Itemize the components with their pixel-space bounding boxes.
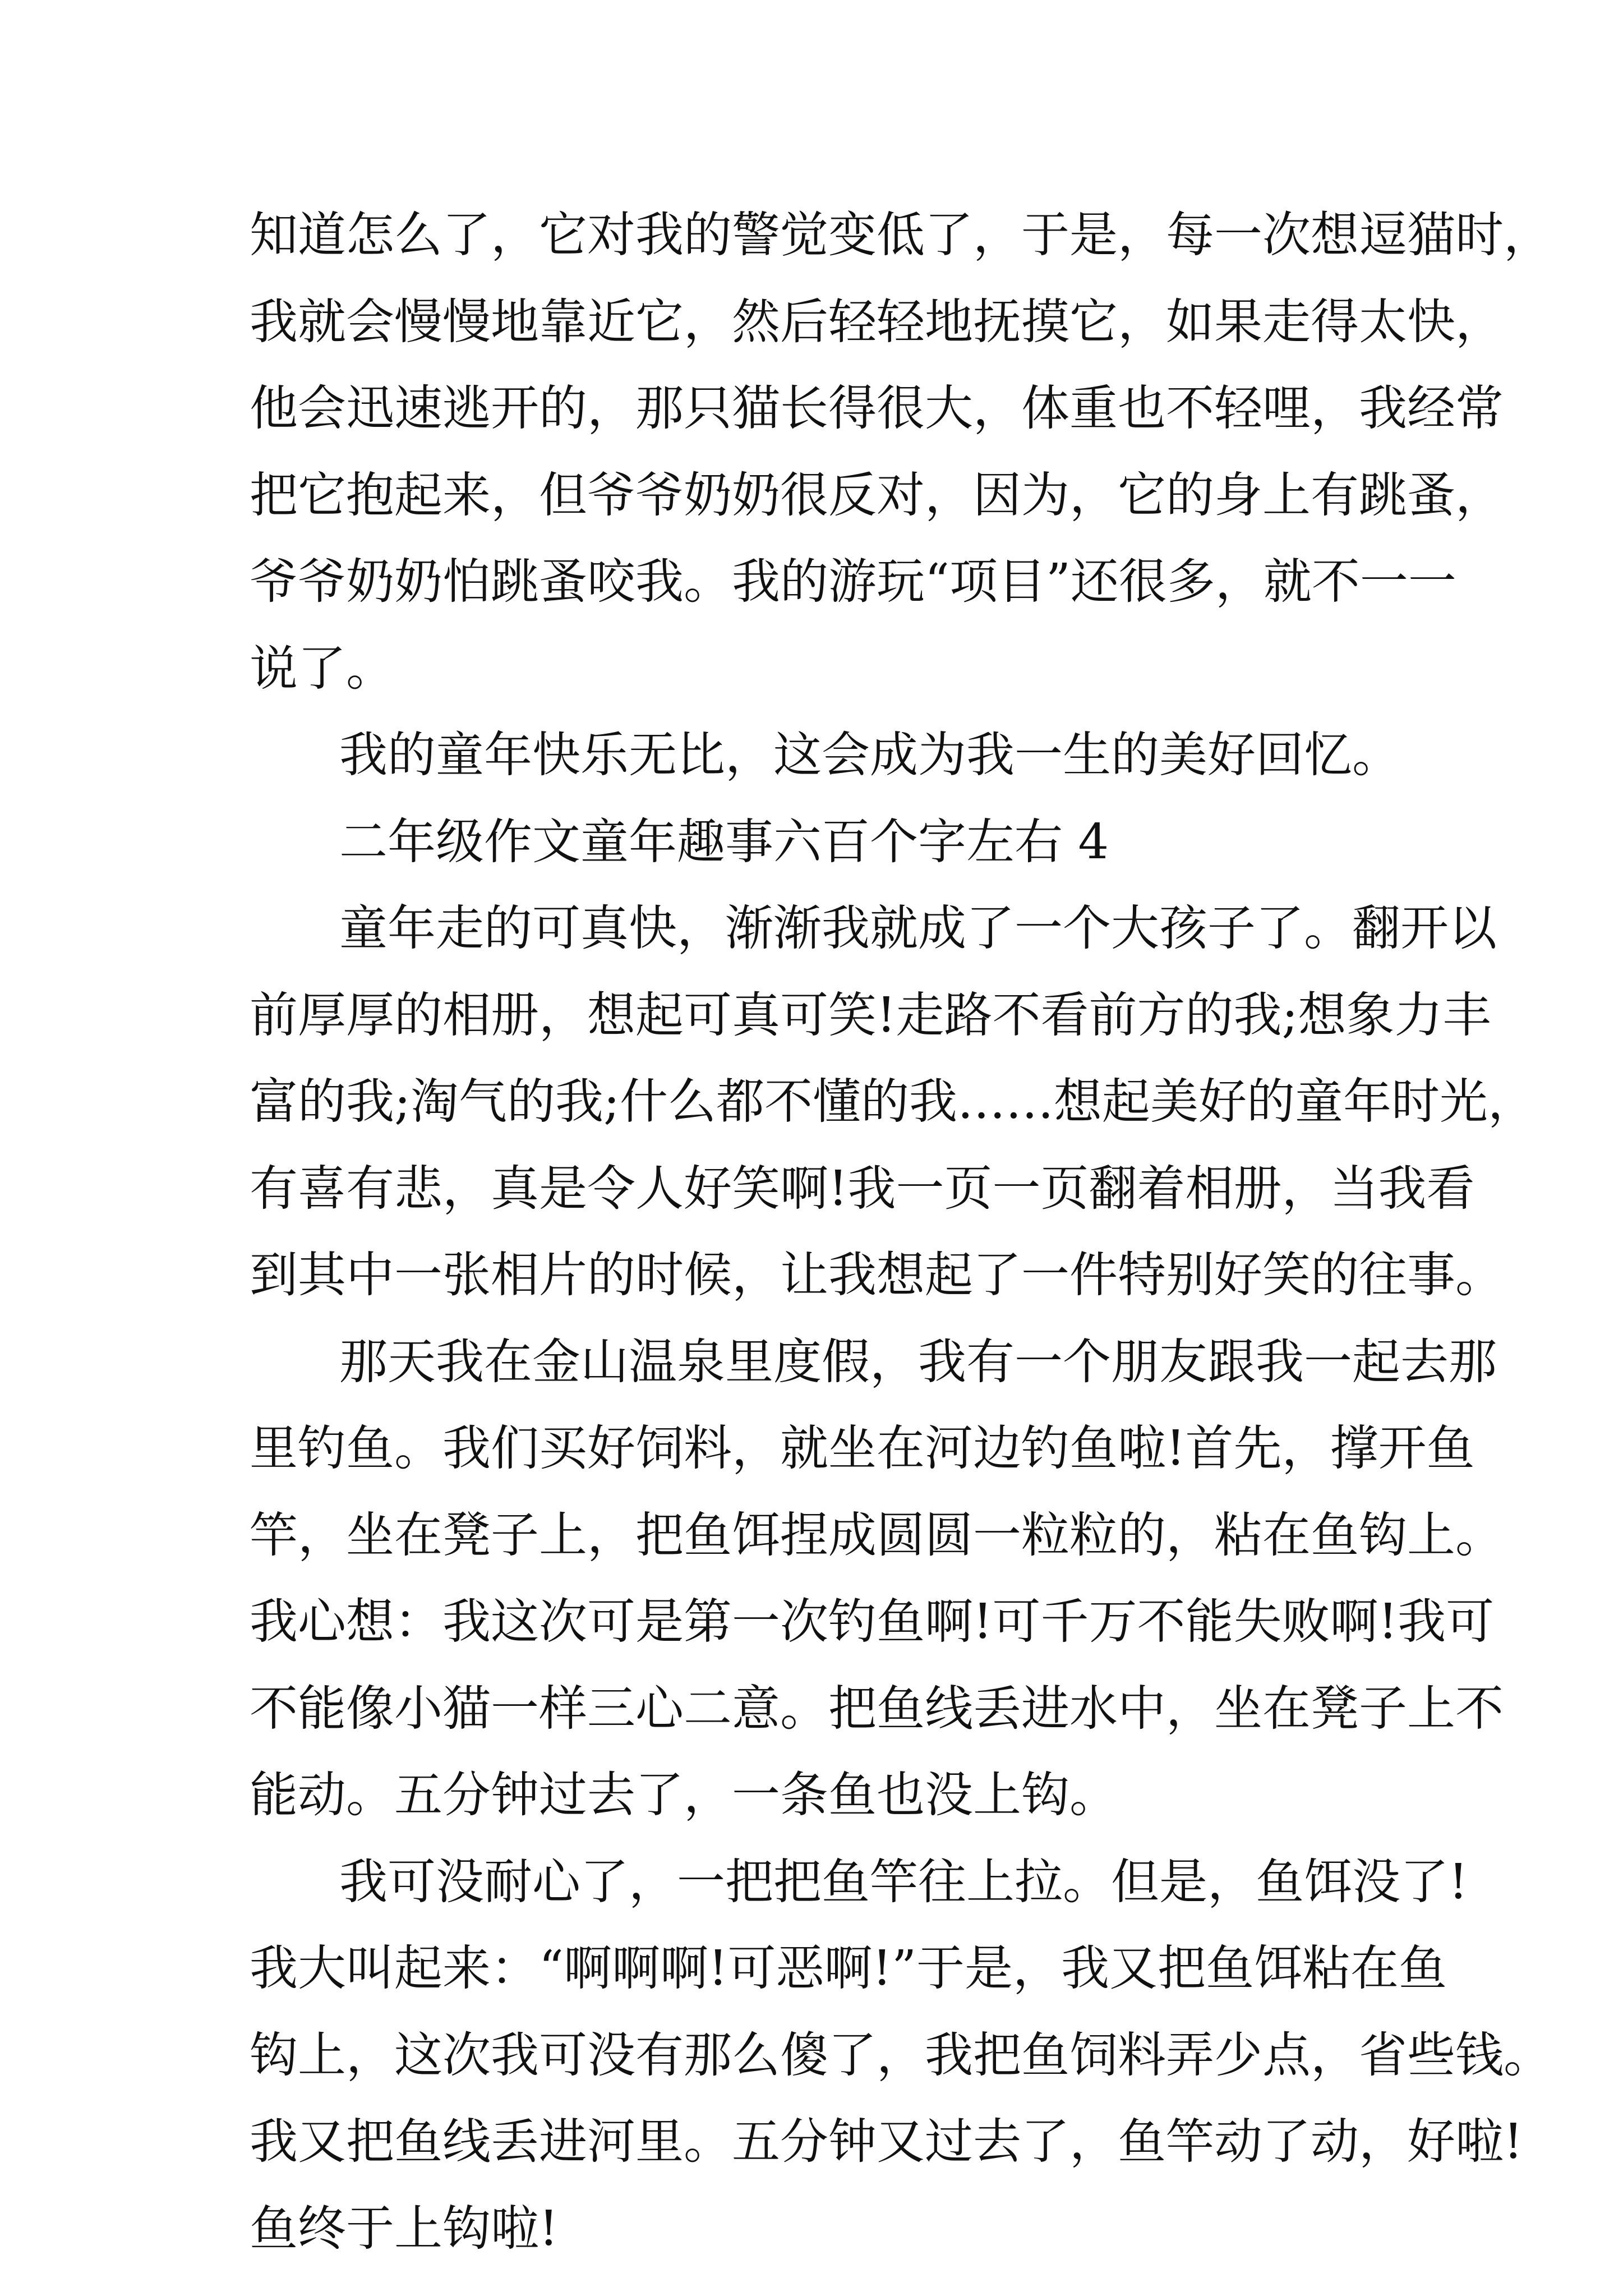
text-line: 我就会慢慢地靠近它，然后轻轻地抚摸它，如果走得太快， — [250, 293, 1504, 350]
paragraph-line: 我的童年快乐无比，这会成为我一生的美好回忆。 — [339, 727, 1400, 783]
text-line: 我大叫起来：“啊啊啊!可恶啊!”于是，我又把鱼饵粘在鱼 — [250, 1940, 1447, 1996]
text-line: 竿，坐在凳子上，把鱼饵捏成圆圆一粒粒的，粘在鱼钩上。 — [250, 1507, 1504, 1563]
text-line: 说了。 — [250, 640, 394, 697]
text-line: 不能像小猫一样三心二意。把鱼线丢进水中，坐在凳子上不 — [250, 1680, 1504, 1737]
text-line: 我心想：我这次可是第一次钓鱼啊!可千万不能失败啊!我可 — [250, 1594, 1495, 1650]
text-line: 他会迅速逃开的，那只猫长得很大，体重也不轻哩，我经常 — [250, 380, 1504, 436]
paragraph-line: 童年走的可真快，渐渐我就成了一个大孩子了。翻开以 — [339, 900, 1497, 956]
text-line: 能动。五分钟过去了，一条鱼也没上钩。 — [250, 1767, 1118, 1823]
text-line: 把它抱起来，但爷爷奶奶很反对，因为，它的身上有跳蚤， — [250, 467, 1504, 523]
text-line: 知道怎么了，它对我的警觉变低了，于是，每一次想逗猫时， — [250, 207, 1552, 263]
text-line: 富的我;淘气的我;什么都不懂的我……想起美好的童年时光， — [250, 1074, 1536, 1130]
text-line: 前厚厚的相册，想起可真可笑!走路不看前方的我;想象力丰 — [250, 987, 1491, 1043]
text-line: 到其中一张相片的时候，让我想起了一件特别好笑的往事。 — [250, 1247, 1504, 1303]
text-line: 我又把鱼线丢进河里。五分钟又过去了，鱼竿动了动，好啦! — [250, 2114, 1523, 2170]
section-heading: 二年级作文童年趣事六百个字左右 4 — [339, 813, 1109, 870]
paragraph-line: 我可没耐心了，一把把鱼竿往上拉。但是，鱼饵没了! — [339, 1853, 1468, 1910]
text-line: 有喜有悲，真是令人好笑啊!我一页一页翻着相册，当我看 — [250, 1160, 1475, 1217]
text-line: 鱼终于上钩啦! — [250, 2200, 559, 2257]
text-line: 里钓鱼。我们买好饲料，就坐在河边钓鱼啦!首先，撑开鱼 — [250, 1420, 1475, 1476]
text-line: 爷爷奶奶怕跳蚤咬我。我的游玩“项目”还很多，就不一一 — [250, 554, 1456, 610]
body-text — [250, 192, 1552, 2272]
text-line: 钩上，这次我可没有那么傻了，我把鱼饲料弄少点，省些钱。 — [250, 2027, 1552, 2083]
paragraph-line: 那天我在金山温泉里度假，我有一个朋友跟我一起去那 — [339, 1333, 1497, 1390]
